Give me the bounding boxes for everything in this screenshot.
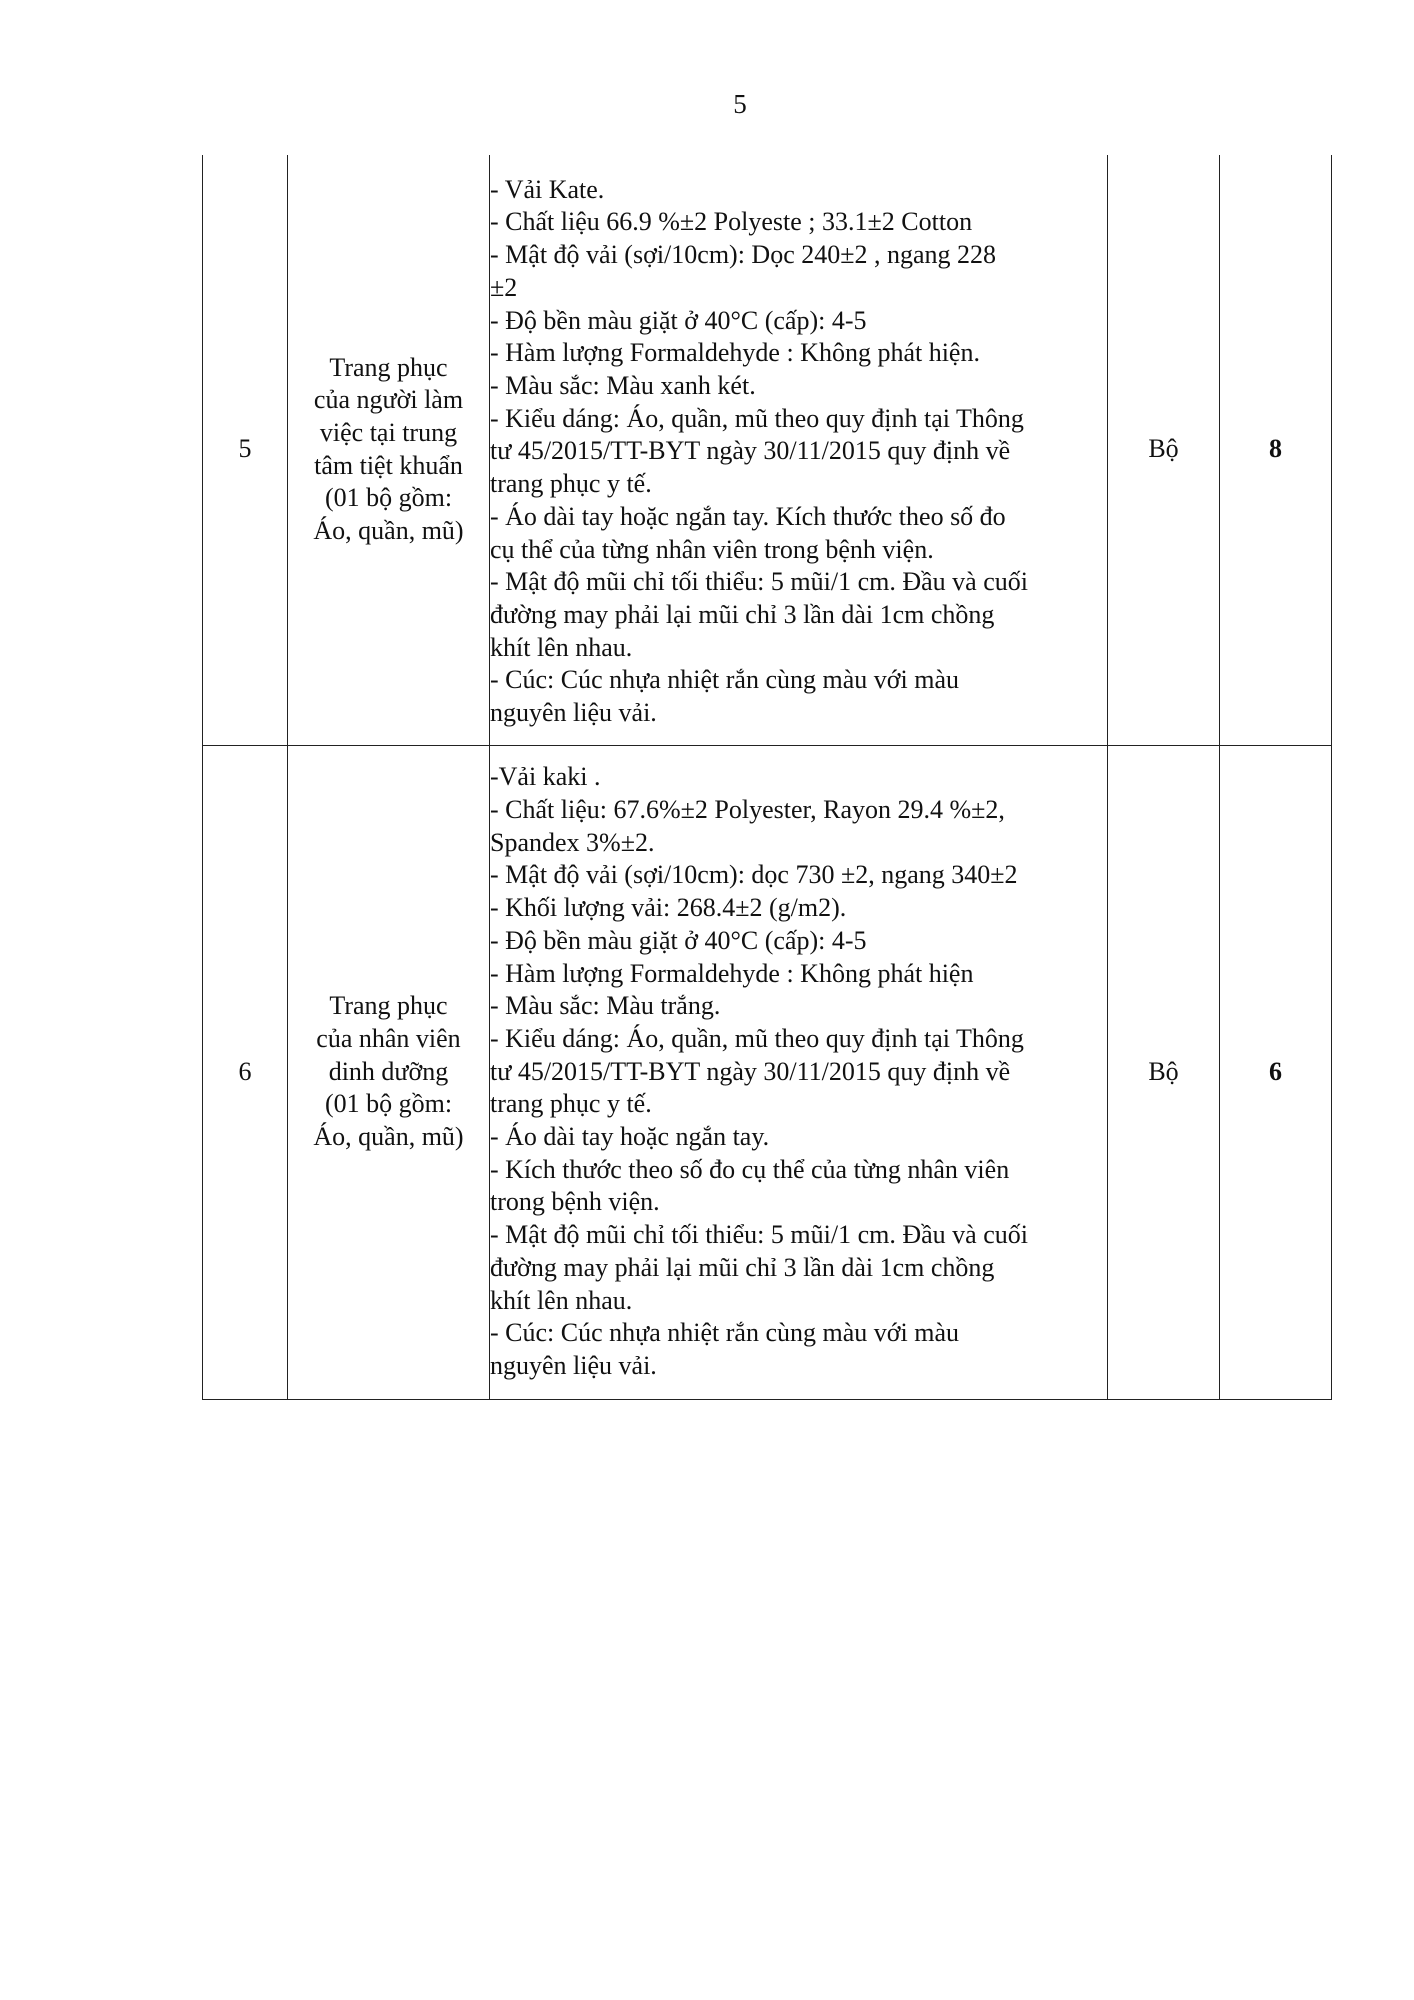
item-name-line: tâm tiệt khuẩn — [314, 450, 463, 480]
spec-line: - Vải Kate. — [490, 174, 605, 204]
table-row — [203, 155, 1332, 745]
spec-line: -Vải kaki . — [490, 762, 601, 792]
spec-line: - Cúc: Cúc nhựa nhiệt rắn cùng màu với màu — [490, 1318, 960, 1348]
spec-line: tư 45/2015/TT-BYT ngày 30/11/2015 quy định về — [490, 1056, 1011, 1086]
spec-line: - Kiểu dáng: Áo, quần, mũ theo quy định tại Thông — [490, 403, 1024, 433]
spec-line: - Màu sắc: Màu xanh két. — [490, 370, 756, 400]
spec-line: ±2 — [490, 272, 518, 302]
unit-cell: Bộ — [1108, 745, 1220, 1399]
spec-line: nguyên liệu vải. — [490, 698, 657, 728]
spec-line: - Độ bền màu giặt ở 40°C (cấp): 4-5 — [490, 925, 867, 955]
spec-line: - Kích thước theo số đo cụ thể của từng nhân viên — [490, 1154, 1010, 1184]
spec-line: - Kiểu dáng: Áo, quần, mũ theo quy định tại Thông — [490, 1023, 1024, 1053]
unit-cell: Bộ — [1108, 155, 1220, 745]
spec-line: - Màu sắc: Màu trắng. — [490, 991, 721, 1021]
spec-line: trong bệnh viện. — [490, 1187, 660, 1217]
item-name-line: Áo, quần, mũ) — [313, 1122, 464, 1152]
item-name-cell — [288, 155, 490, 745]
quantity-cell: 6 — [1220, 745, 1332, 1399]
spec-line: - Chất liệu 66.9 %±2 Polyeste ; 33.1±2 Cotton — [490, 207, 973, 237]
spec-line: tư 45/2015/TT-BYT ngày 30/11/2015 quy định về — [490, 436, 1011, 466]
item-name-line: dinh dưỡng — [328, 1056, 449, 1086]
spec-line: khít lên nhau. — [490, 1285, 633, 1315]
row-number-cell: 5 — [203, 155, 288, 745]
spec-line: - Cúc: Cúc nhựa nhiệt rắn cùng màu với màu — [490, 665, 960, 695]
specification-cell — [490, 745, 1108, 1399]
spec-line: - Áo dài tay hoặc ngắn tay. Kích thước theo số đo — [490, 501, 1006, 531]
item-name-line: Trang phục — [329, 991, 448, 1021]
spec-line: - Mật độ mũi chỉ tối thiểu: 5 mũi/1 cm. Đầu và cuối — [490, 1220, 1028, 1250]
item-name-line: Áo, quần, mũ) — [313, 516, 464, 546]
spec-line: trang phục y tế. — [490, 469, 652, 499]
item-name-line: của nhân viên — [316, 1023, 461, 1053]
spec-line: - Mật độ vải (sợi/10cm): Dọc 240±2 , ngang 228 — [490, 240, 997, 270]
table-row — [203, 745, 1332, 1399]
spec-line: - Chất liệu: 67.6%±2 Polyester, Rayon 29.4 %±2, — [490, 795, 1005, 825]
item-name-line: việc tại trung — [319, 418, 458, 448]
specification-cell — [490, 155, 1108, 745]
row-number-cell: 6 — [203, 745, 288, 1399]
spec-line: đường may phải lại mũi chỉ 3 lần dài 1cm chồng — [490, 599, 995, 629]
spec-line: đường may phải lại mũi chỉ 3 lần dài 1cm chồng — [490, 1252, 995, 1282]
spec-line: - Mật độ vải (sợi/10cm): dọc 730 ±2, ngang 340±2 — [490, 860, 1018, 890]
spec-line: khít lên nhau. — [490, 632, 633, 662]
item-name-line: (01 bộ gồm: — [324, 483, 453, 513]
spec-line: nguyên liệu vải. — [490, 1350, 657, 1380]
spec-line: - Áo dài tay hoặc ngắn tay. — [490, 1122, 770, 1152]
quantity-cell: 8 — [1220, 155, 1332, 745]
specification-table — [202, 155, 1332, 1400]
spec-line: - Hàm lượng Formaldehyde : Không phát hiện. — [490, 338, 980, 368]
spec-line: - Độ bền màu giặt ở 40°C (cấp): 4-5 — [490, 305, 867, 335]
item-name-line: của người làm — [313, 385, 464, 415]
spec-line: - Mật độ mũi chỉ tối thiểu: 5 mũi/1 cm. Đầu và cuối — [490, 567, 1028, 597]
item-name-cell — [288, 745, 490, 1399]
spec-line: Spandex 3%±2. — [490, 827, 655, 857]
page-number: 5 — [733, 89, 747, 119]
item-name-line: (01 bộ gồm: — [324, 1089, 453, 1119]
spec-line: - Khối lượng vải: 268.4±2 (g/m2). — [490, 893, 847, 923]
item-name-line: Trang phục — [329, 352, 448, 382]
spec-line: - Hàm lượng Formaldehyde : Không phát hiện — [490, 958, 974, 988]
spec-line: cụ thể của từng nhân viên trong bệnh viện. — [490, 534, 934, 564]
spec-line: trang phục y tế. — [490, 1089, 652, 1119]
